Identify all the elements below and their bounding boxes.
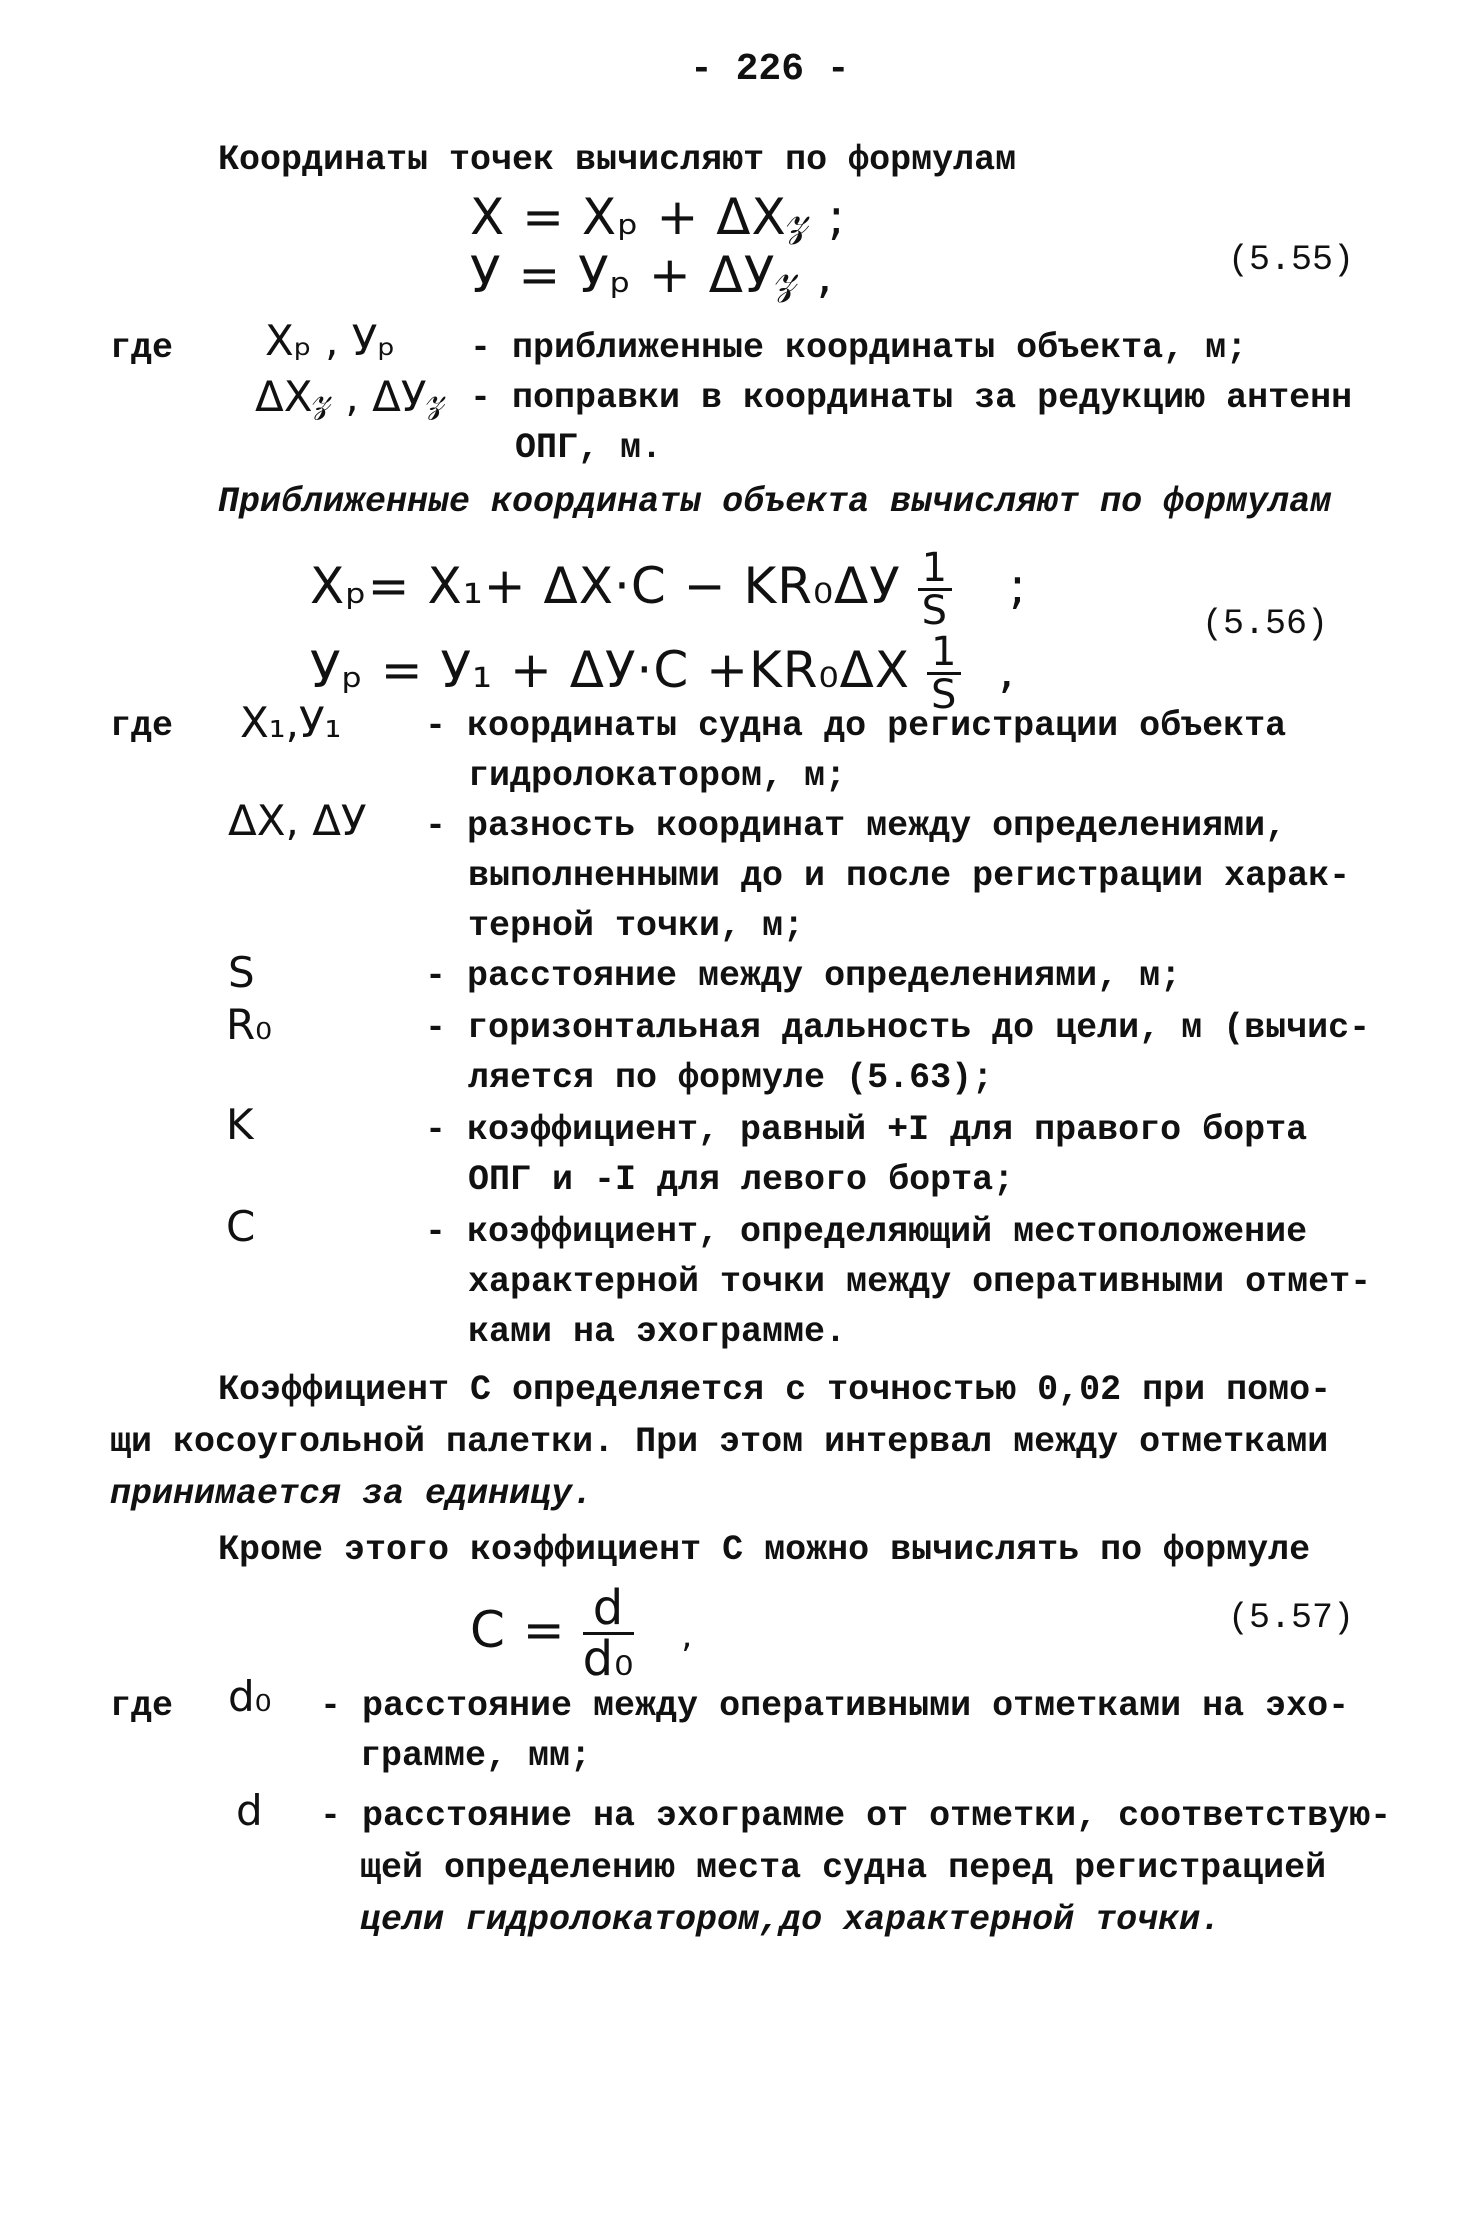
formula-punct: , <box>681 1616 694 1656</box>
fraction <box>582 1580 635 1687</box>
definition-text: характерной точки между оперативными отмет- <box>468 1262 1372 1302</box>
definition-text: - коэффициент, равный +I для правого борта <box>425 1110 1308 1150</box>
definition-text: ОПГ и -I для левого борта; <box>468 1160 1015 1200</box>
definition-text: ОПГ, м. <box>515 428 663 468</box>
symbol: d <box>236 1786 263 1835</box>
definition-text: - разность координат между определениями, <box>425 806 1287 846</box>
symbol: X₁,У₁ <box>240 698 342 747</box>
page-number: - 226 - <box>690 48 850 91</box>
definition-text: - приближенные координаты объекта, м; <box>470 328 1248 368</box>
definition-text: - расстояние на эхограмме от отметки, соответствую- <box>320 1796 1392 1836</box>
symbol: Xₚ , Уₚ <box>265 316 396 365</box>
definition-text: - поправки в координаты за редукцию антенн <box>470 378 1353 418</box>
definition-text: цели гидролокатором,до характерной точки. <box>360 1900 1222 1940</box>
definition-text: ками на эхограмме. <box>468 1312 847 1352</box>
paragraph: Кроме этого коэффициент C можно вычислять по формуле <box>218 1530 1311 1570</box>
fraction-numerator: 1 <box>918 548 952 591</box>
formula-punct: , <box>998 641 1016 699</box>
formula-punct: ; <box>1009 557 1027 615</box>
definition-text: - координаты судна до регистрации объекта <box>425 706 1287 746</box>
paragraph-line: принимается за единицу. <box>110 1474 594 1514</box>
formula-line: X = Xₚ + ΔX𝓏 ; <box>470 188 846 246</box>
definition-text: - горизонтальная дальность до цели, м (вычис- <box>425 1008 1371 1048</box>
formula-line: У = Уₚ + ΔУ𝓏 , <box>470 246 834 304</box>
symbol: K <box>226 1100 254 1149</box>
definition-text: щей определению места судна перед регистрацией <box>360 1848 1327 1888</box>
symbol: d₀ <box>228 1672 272 1721</box>
where-label: где <box>110 706 174 746</box>
equation-number: (5.57) <box>1228 1598 1355 1638</box>
paragraph-line: щи косоугольной палетки. При этом интервал между отметками <box>110 1422 1329 1462</box>
fraction-denominator: S <box>921 588 949 634</box>
symbol: S <box>228 948 255 997</box>
where-label: где <box>110 328 174 368</box>
fraction-numerator: 1 <box>927 632 961 675</box>
formula-line <box>310 545 1027 634</box>
symbol: R₀ <box>226 1000 273 1049</box>
definition-text: терной точки, м; <box>468 906 805 946</box>
formula-text: C = <box>470 1601 566 1659</box>
equation-number: (5.55) <box>1228 240 1355 280</box>
fraction-numerator: d <box>583 1584 635 1635</box>
paragraph: Приближенные координаты объекта вычисляют по формулам <box>218 482 1332 522</box>
fraction-denominator: d₀ <box>582 1631 635 1687</box>
symbol: C <box>226 1202 256 1251</box>
formula-text: Xₚ= X₁+ ΔX·C − KR₀ΔУ <box>310 557 901 615</box>
where-label: где <box>110 1686 174 1726</box>
definition-text: - расстояние между оперативными отметками на эхо- <box>320 1686 1350 1726</box>
paragraph: Координаты точек вычисляют по формулам <box>218 140 1017 180</box>
definition-text: грамме, мм; <box>360 1736 592 1776</box>
symbol: ΔX𝓏 , ΔУ𝓏 <box>255 372 446 421</box>
fraction <box>918 545 952 634</box>
equation-number: (5.56) <box>1202 604 1329 644</box>
fraction-denominator: S <box>931 672 958 718</box>
definition-text: - расстояние между определениями, м; <box>425 956 1182 996</box>
formula-line <box>310 629 1016 718</box>
formula-text: Уₚ = У₁ + ΔУ·C +KR₀ΔX <box>310 641 911 699</box>
formula-line <box>470 1580 694 1687</box>
fraction <box>927 629 961 718</box>
definition-text: - коэффициент, определяющий местоположение <box>425 1212 1308 1252</box>
symbol: ΔX, ΔУ <box>228 796 367 845</box>
definition-text: выполненными до и после регистрации харак- <box>468 856 1351 896</box>
definition-text: ляется по формуле (5.63); <box>468 1058 994 1098</box>
definition-text: гидролокатором, м; <box>468 756 847 796</box>
paragraph-line: Коэффициент C определяется с точностью 0,02 при помо- <box>218 1370 1332 1410</box>
